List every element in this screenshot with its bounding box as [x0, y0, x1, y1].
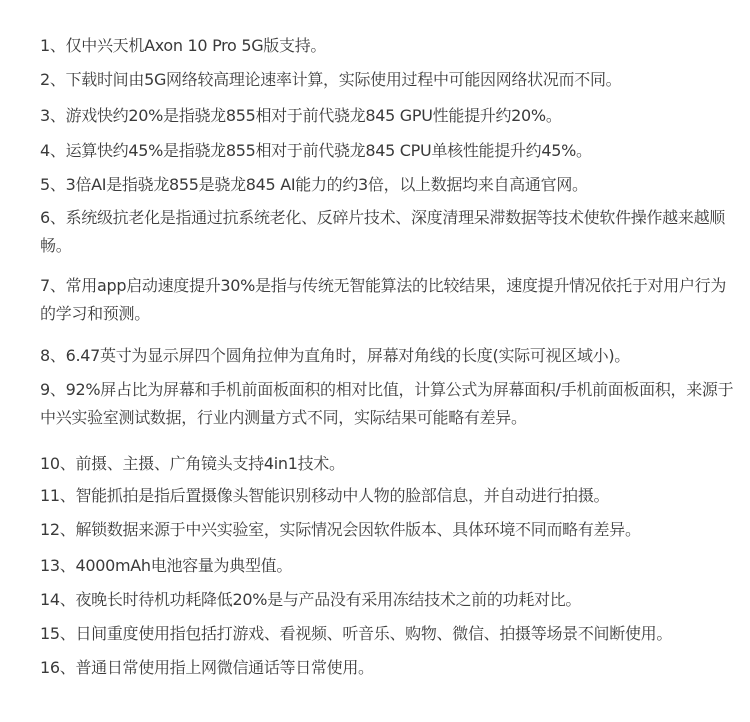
footnote-8: 8、6.47英寸为显示屏四个圆角拉伸为直角时，屏幕对角线的长度(实际可视区域小)。: [40, 346, 630, 365]
footnote-12: 12、解锁数据来源于中兴实验室，实际情况会因软件版本、具体环境不同而略有差异。: [40, 520, 641, 539]
footnote-15: 15、日间重度使用指包括打游戏、看视频、听音乐、购物、微信、拍摄等场景不间断使用。: [40, 624, 673, 643]
footnote-6: 6、系统级抗老化是指通过抗系统老化、反碎片技术、深度清理呆滞数据等技术使软件操作越来越顺畅。: [40, 208, 725, 255]
footnote-10: 10、前摄、主摄、广角镜头支持4in1技术。: [40, 454, 345, 473]
footnote-5: 5、3倍AI是指骁龙855是骁龙845 AI能力的约3倍，以上数据均来自高通官网。: [40, 175, 588, 194]
footnote-7: 7、常用app启动速度提升30%是指与传统无智能算法的比较结果，速度提升情况依托于对用户行为的学习和预测。: [40, 276, 727, 323]
footnote-3: 3、游戏快约20%是指骁龙855相对于前代骁龙845 GPU性能提升约20%。: [40, 106, 562, 125]
footnote-14: 14、夜晚长时待机功耗降低20%是与产品没有采用冻结技术之前的功耗对比。: [40, 590, 582, 609]
footnote-11: 11、智能抓拍是指后置摄像头智能识别移动中人物的脸部信息，并自动进行拍摄。: [40, 486, 610, 505]
footnote-9: 9、92%屏占比为屏幕和手机前面板面积的相对比值，计算公式为屏幕面积/手机前面板面积，来源于中兴实验室测试数据，行业内测量方式不同，实际结果可能略有差异。: [40, 380, 734, 427]
footnote-16: 16、普通日常使用指上网微信通话等日常使用。: [40, 658, 374, 677]
footnote-1: 1、仅中兴天机Axon 10 Pro 5G版支持。: [40, 36, 327, 55]
footnote-2: 2、下载时间由5G网络较高理论速率计算，实际使用过程中可能因网络状况而不同。: [40, 70, 622, 89]
footnote-13: 13、4000mAh电池容量为典型值。: [40, 556, 293, 575]
footnote-4: 4、运算快约45%是指骁龙855相对于前代骁龙845 CPU单核性能提升约45%。: [40, 141, 592, 160]
